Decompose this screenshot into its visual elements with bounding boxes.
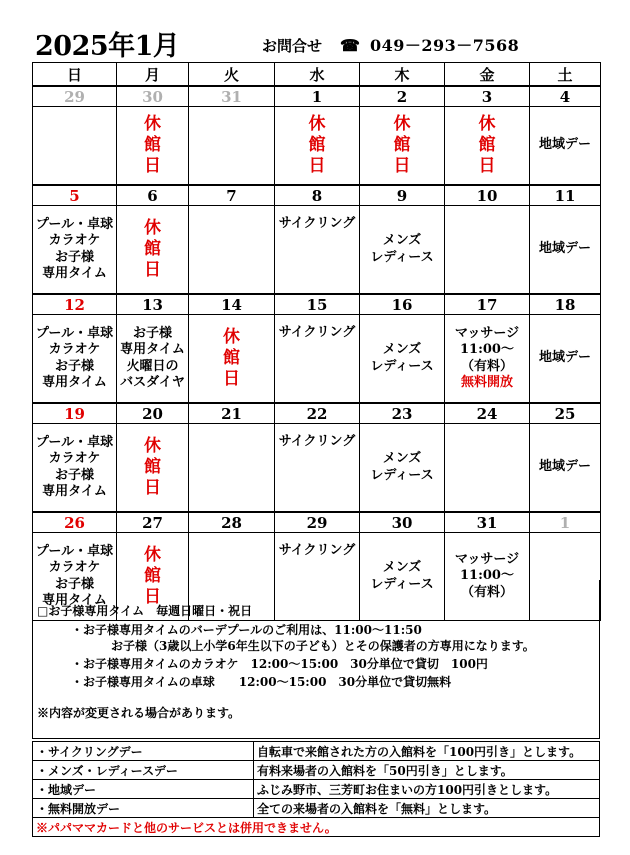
date-cell: 7 [189,185,275,206]
warning-text: ※パパママカードと他のサービスとは併用できません。 [33,818,600,837]
event-cell-kids-time-bus: お子様 専用タイム 火曜日の バスダイヤ [117,315,189,404]
event-cell-mens-ladies-day: メンズ レディース [360,424,445,513]
contact-label: お問合せ [262,37,323,55]
date-cell: 14 [189,294,275,315]
date-cell: 25 [530,403,601,424]
date-cell: 8 [275,185,360,206]
event-cell-empty [445,424,530,513]
event-cell-cycling-day: サイクリング [275,533,360,621]
legend-label: ・地域デー [33,780,254,799]
event-cell-closed: 休 館 日 [117,424,189,513]
date-row [33,86,601,107]
notes-box [32,580,600,739]
date-cell: 15 [275,294,360,315]
date-cell: 1 [530,512,601,533]
date-cell: 17 [445,294,530,315]
event-row [33,424,601,513]
event-cell-closed: 休 館 日 [189,315,275,404]
date-cell: 23 [360,403,445,424]
event-cell-empty [189,107,275,186]
weekday-sat: 土 [530,63,601,87]
event-row [33,206,601,295]
date-cell: 29 [275,512,360,533]
date-cell: 19 [33,403,117,424]
legend-row [33,780,600,799]
event-cell-mens-ladies-day: メンズ レディース [360,533,445,621]
event-cell-kids-time: プール・卓球 カラオケ お子様 専用タイム [33,424,117,513]
weekday-tue: 火 [189,63,275,87]
event-cell-closed: 休 館 日 [275,107,360,186]
page-title: 2025年1月 [35,31,180,62]
date-row [33,294,601,315]
event-cell-kids-time: プール・卓球 カラオケ お子様 専用タイム [33,533,117,621]
event-row [33,107,601,186]
date-cell: 21 [189,403,275,424]
event-cell-mens-ladies-day: メンズ レディース [360,315,445,404]
date-cell: 16 [360,294,445,315]
event-cell-massage: マッサージ 11:00～ （有料） [445,533,530,621]
calendar-table [32,62,601,621]
weekday-wed: 水 [275,63,360,87]
date-cell: 26 [33,512,117,533]
event-cell-empty [33,107,117,186]
date-cell: 13 [117,294,189,315]
legend-desc: ふじみ野市、三芳町お住まいの方100円引きとします。 [254,780,600,799]
legend-label: ・サイクリングデー [33,742,254,761]
warning-row [33,818,600,837]
date-cell: 12 [33,294,117,315]
event-cell-massage-free-day: マッサージ 11:00～ （有料） 無料開放 [445,315,530,404]
telephone-icon: ☎ [340,36,360,55]
event-row [33,315,601,404]
phone-number: 049－293－7568 [369,36,520,55]
date-cell: 1 [275,86,360,107]
legend-row [33,799,600,818]
event-cell-kids-time: プール・卓球 カラオケ お子様 専用タイム [33,206,117,295]
free-open-label: 無料開放 [460,374,513,390]
notes-heading: □お子様専用タイム 毎週日曜日・祝日 [37,604,253,618]
date-cell: 11 [530,185,601,206]
weekday-mon: 月 [117,63,189,87]
date-cell: 31 [189,86,275,107]
event-cell-closed: 休 館 日 [360,107,445,186]
date-row [33,185,601,206]
date-cell: 18 [530,294,601,315]
date-cell: 30 [117,86,189,107]
event-cell-community-day: 地域デー [530,206,601,295]
event-cell-closed: 休 館 日 [117,107,189,186]
event-cell-community-day: 地域デー [530,424,601,513]
notes-line: ・お子様専用タイムの卓球 12:00～15:00 30分単位で貸切無料 [71,675,452,689]
date-cell: 2 [360,86,445,107]
date-cell: 27 [117,512,189,533]
legend-label: ・メンズ・レディースデー [33,761,254,780]
legend-desc: 有料来場者の入館料を「50円引き」とします。 [254,761,600,780]
event-cell-community-day: 地域デー [530,315,601,404]
weekday-fri: 金 [445,63,530,87]
event-cell-empty [189,206,275,295]
legend-row [33,742,600,761]
notes-change-notice: ※内容が変更される場合があります。 [37,706,241,720]
contact-info [262,33,519,56]
date-cell: 29 [33,86,117,107]
date-cell: 24 [445,403,530,424]
event-cell-community-day: 地域デー [530,107,601,186]
date-row [33,512,601,533]
date-cell: 31 [445,512,530,533]
event-cell-closed: 休 館 日 [117,533,189,621]
event-cell-cycling-day: サイクリング [275,424,360,513]
event-cell-cycling-day: サイクリング [275,206,360,295]
date-cell: 30 [360,512,445,533]
event-cell-mens-ladies-day: メンズ レディース [360,206,445,295]
weekday-sun: 日 [33,63,117,87]
date-cell: 6 [117,185,189,206]
date-cell: 5 [33,185,117,206]
event-cell-kids-time: プール・卓球 カラオケ お子様 専用タイム [33,315,117,404]
date-cell: 20 [117,403,189,424]
legend-label: ・無料開放デー [33,799,254,818]
event-cell-empty [445,206,530,295]
date-cell: 3 [445,86,530,107]
date-cell: 4 [530,86,601,107]
legend-row [33,761,600,780]
weekday-thu: 木 [360,63,445,87]
date-cell: 22 [275,403,360,424]
event-cell-empty [189,424,275,513]
weekday-header-row [33,63,601,87]
notes-line: ・お子様専用タイムのカラオケ 12:00～15:00 30分単位で貸切 100円 [71,657,488,671]
date-cell: 9 [360,185,445,206]
date-row [33,403,601,424]
notes-line: お子様（3歳以上小学6年生以下の子ども）とその保護者の方専用になります。 [111,639,535,653]
event-cell-closed: 休 館 日 [117,206,189,295]
notes-line: ・お子様専用タイムのバーデプールのご利用は、11:00～11:50 [71,623,422,637]
legend-table [32,741,600,837]
date-cell: 28 [189,512,275,533]
event-cell-cycling-day: サイクリング [275,315,360,404]
legend-desc: 全ての来場者の入館料を「無料」とします。 [254,799,600,818]
legend-desc: 自転車で来館された方の入館料を「100円引き」とします。 [254,742,600,761]
event-cell-closed: 休 館 日 [445,107,530,186]
date-cell: 10 [445,185,530,206]
